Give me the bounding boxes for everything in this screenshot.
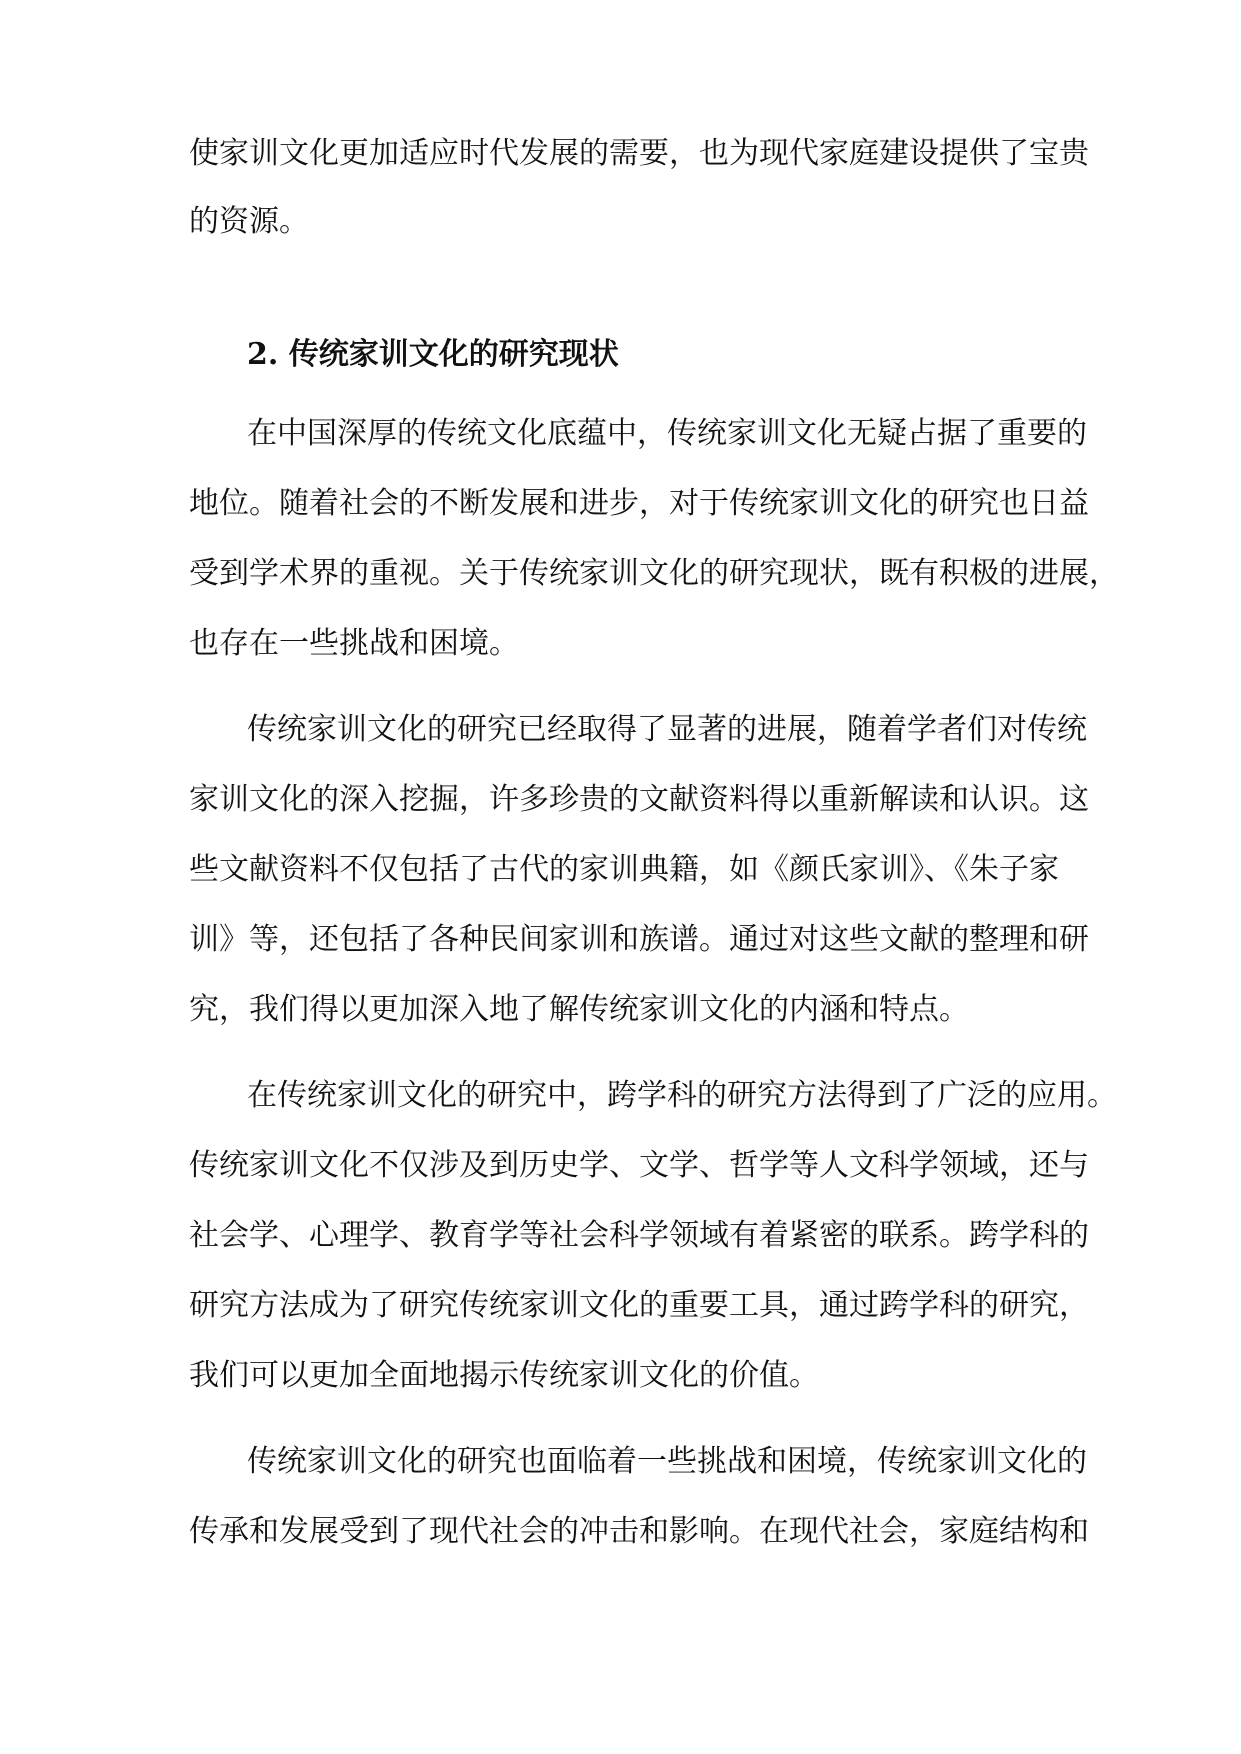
paragraph-3-line-1: 在传统家训文化的研究中，跨学科的研究方法得到了广泛的应用。	[247, 1078, 1117, 1113]
intro-line-2: 的资源。	[189, 204, 309, 239]
paragraph-1-line-4: 也存在一些挑战和困境。	[189, 626, 519, 661]
paragraph-2-line-3: 些文献资料不仅包括了古代的家训典籍，如《颜氏家训》、《朱子家	[189, 852, 1059, 887]
paragraph-1-line-1: 在中国深厚的传统文化底蕴中，传统家训文化无疑占据了重要的	[247, 416, 1087, 451]
paragraph-4-line-2: 传承和发展受到了现代社会的冲击和影响。在现代社会，家庭结构和	[189, 1514, 1089, 1549]
intro-line-1: 使家训文化更加适应时代发展的需要，也为现代家庭建设提供了宝贵	[189, 136, 1089, 171]
paragraph-4-line-1: 传统家训文化的研究也面临着一些挑战和困境，传统家训文化的	[247, 1444, 1087, 1479]
paragraph-2-line-4: 训》等，还包括了各种民间家训和族谱。通过对这些文献的整理和研	[189, 922, 1089, 957]
paragraph-2-line-2: 家训文化的深入挖掘，许多珍贵的文献资料得以重新解读和认识。这	[189, 782, 1089, 817]
paragraph-1-line-3: 受到学术界的重视。关于传统家训文化的研究现状，既有积极的进展，	[189, 556, 1119, 591]
paragraph-3-line-2: 传统家训文化不仅涉及到历史学、文学、哲学等人文科学领域，还与	[189, 1148, 1089, 1183]
section-heading: 2. 传统家训文化的研究现状	[247, 337, 619, 372]
paragraph-3-line-4: 研究方法成为了研究传统家训文化的重要工具，通过跨学科的研究，	[189, 1288, 1089, 1323]
paragraph-1-line-2: 地位。随着社会的不断发展和进步，对于传统家训文化的研究也日益	[189, 486, 1089, 521]
paragraph-2-line-1: 传统家训文化的研究已经取得了显著的进展，随着学者们对传统	[247, 712, 1087, 747]
paragraph-2-line-5: 究，我们得以更加深入地了解传统家训文化的内涵和特点。	[189, 992, 969, 1027]
paragraph-3-line-5: 我们可以更加全面地揭示传统家训文化的价值。	[189, 1358, 819, 1393]
paragraph-3-line-3: 社会学、心理学、教育学等社会科学领域有着紧密的联系。跨学科的	[189, 1218, 1089, 1253]
